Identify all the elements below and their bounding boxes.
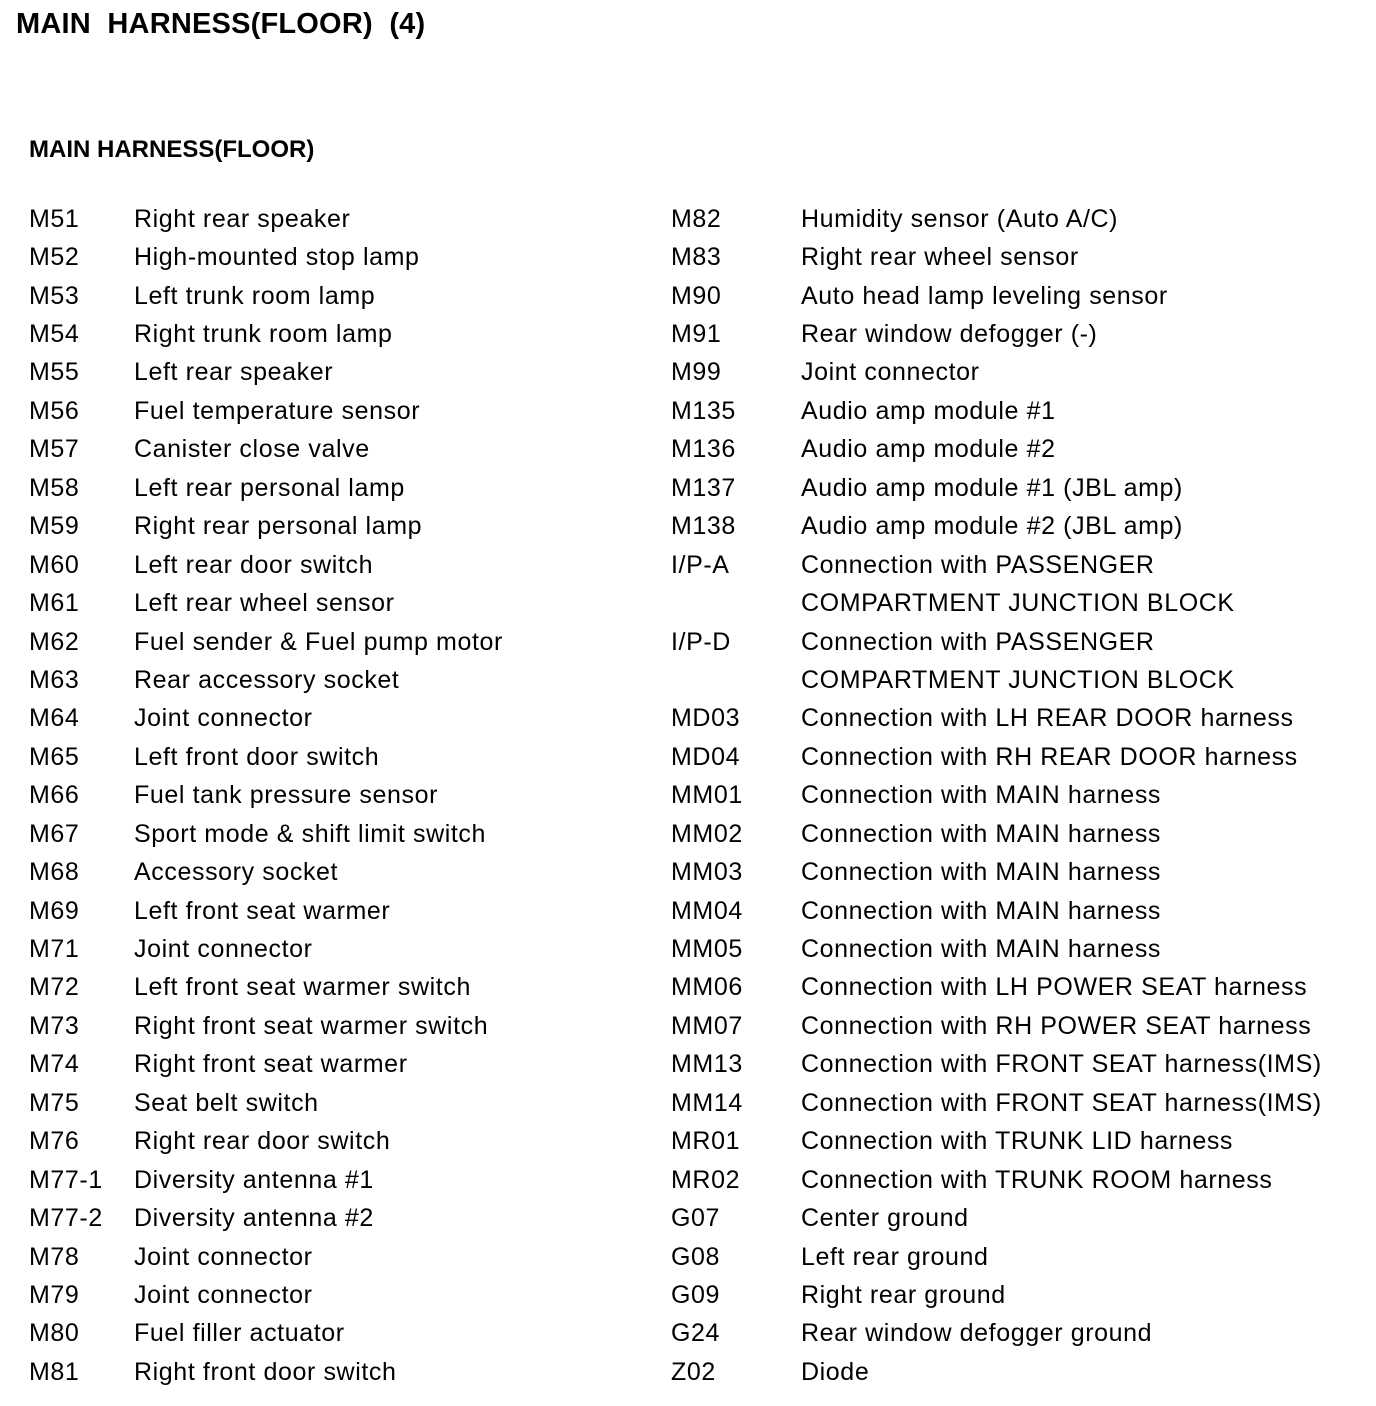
connector-code: M79 [29,1280,80,1309]
connector-row [671,315,1371,353]
connector-code: M80 [29,1319,80,1348]
connector-row [29,892,629,930]
connector-description: Left trunk room lamp [134,281,376,310]
connector-code: M81 [29,1357,80,1386]
connector-description: Connection with TRUNK LID harness [801,1127,1234,1156]
connector-row [671,469,1371,507]
connector-code: MM03 [671,858,743,887]
connector-row [29,469,629,507]
connector-code: M58 [29,473,80,502]
connector-row [671,1084,1371,1122]
connector-code: M135 [671,396,736,425]
connector-description: Joint connector [134,1242,313,1271]
connector-row [671,1046,1371,1084]
connector-description: Right rear wheel sensor [801,243,1079,272]
connector-code: M137 [671,473,736,502]
connector-code: M61 [29,589,80,618]
connector-row [29,1007,629,1045]
connector-row [29,661,629,699]
connector-row [671,815,1371,853]
connector-code: M56 [29,396,80,425]
connector-description: Connection with MAIN harness [801,781,1162,810]
connector-code: M55 [29,358,80,387]
connector-row [671,392,1371,430]
connector-row [671,853,1371,891]
connector-row [29,1084,629,1122]
connector-description: Rear accessory socket [134,665,400,694]
connector-code: M99 [671,358,722,387]
connector-description: Left front seat warmer [134,896,391,925]
connector-row [29,392,629,430]
connector-description: COMPARTMENT JUNCTION BLOCK [801,589,1235,618]
connector-code: M136 [671,435,736,464]
connector-description: Connection with MAIN harness [801,858,1162,887]
connector-description: Left front door switch [134,742,380,771]
connector-code: M74 [29,1050,80,1079]
connector-row [29,700,629,738]
connector-row [29,508,629,546]
connector-code: M57 [29,435,80,464]
connector-row [29,315,629,353]
connector-description: Connection with PASSENGER [801,550,1155,579]
connector-code: M82 [671,204,722,233]
connector-row [671,200,1371,238]
connector-row [29,1123,629,1161]
connector-description: Connection with PASSENGER [801,627,1155,656]
connector-description: Rear window defogger (-) [801,320,1098,349]
connector-row [29,1315,629,1353]
connector-code: M77-1 [29,1165,103,1194]
connector-description: Connection with LH POWER SEAT harness [801,973,1308,1002]
connector-row [29,200,629,238]
connector-row [29,623,629,661]
connector-code: MM14 [671,1088,743,1117]
connector-row [29,777,629,815]
connector-description: Right rear personal lamp [134,512,423,541]
connector-row [671,277,1371,315]
connector-row [29,738,629,776]
connector-description: Joint connector [801,358,980,387]
connector-description: Accessory socket [134,858,339,887]
connector-description: High-mounted stop lamp [134,243,420,272]
connector-description: Left rear ground [801,1242,989,1271]
connector-row [671,1007,1371,1045]
connector-code: M59 [29,512,80,541]
connector-description: Fuel sender & Fuel pump motor [134,627,503,656]
connector-row [29,1199,629,1237]
connector-description: Left rear personal lamp [134,473,405,502]
connector-code: M75 [29,1088,80,1117]
connector-code: M138 [671,512,736,541]
connector-row [29,354,629,392]
connector-code: MM07 [671,1011,743,1040]
connector-code: M54 [29,320,80,349]
connector-description: Fuel temperature sensor [134,396,421,425]
connector-row [29,930,629,968]
connector-description: Fuel filler actuator [134,1319,345,1348]
connector-description: Audio amp module #2 (JBL amp) [801,512,1183,541]
connector-code: M60 [29,550,80,579]
connector-row [671,700,1371,738]
connector-code: MM01 [671,781,743,810]
connector-row [29,853,629,891]
connector-row [29,1276,629,1314]
connector-code: MM04 [671,896,743,925]
connector-description: Left rear speaker [134,358,334,387]
connector-code: MD04 [671,742,741,771]
connector-description: Left front seat warmer switch [134,973,471,1002]
connector-code: M77-2 [29,1204,103,1233]
connector-row [671,584,1371,622]
connector-row [29,1046,629,1084]
connector-description: Canister close valve [134,435,370,464]
connector-row [29,1353,629,1391]
connector-row [29,238,629,276]
connector-row [671,354,1371,392]
connector-row [671,1199,1371,1237]
connector-description: Connection with MAIN harness [801,896,1162,925]
connector-row [671,969,1371,1007]
connector-description: Connection with FRONT SEAT harness(IMS) [801,1050,1322,1079]
connector-row [671,508,1371,546]
connector-description: Humidity sensor (Auto A/C) [801,204,1119,233]
page-title: MAIN HARNESS(FLOOR) (4) [16,8,426,40]
connector-code: M90 [671,281,722,310]
connector-description: Audio amp module #2 [801,435,1056,464]
connector-row [671,546,1371,584]
connector-code: M53 [29,281,80,310]
connector-code: MM13 [671,1050,743,1079]
connector-description: Connection with LH REAR DOOR harness [801,704,1294,733]
connector-description: Joint connector [134,935,313,964]
connector-description: Connection with MAIN harness [801,819,1162,848]
connector-code: I/P-D [671,627,731,656]
connector-description: Left rear wheel sensor [134,589,395,618]
connector-code: M76 [29,1127,80,1156]
connector-code: M71 [29,935,80,964]
connector-description: Left rear door switch [134,550,374,579]
connector-code: M65 [29,742,80,771]
connector-row [671,623,1371,661]
connector-row [671,738,1371,776]
connector-row [29,1238,629,1276]
connector-description: Joint connector [134,704,313,733]
connector-list-left [29,200,629,1392]
connector-code: Z02 [671,1357,716,1386]
connector-code: G09 [671,1280,721,1309]
connector-row [671,1161,1371,1199]
connector-row [671,1353,1371,1391]
connector-description: Connection with RH POWER SEAT harness [801,1011,1312,1040]
connector-code: MM02 [671,819,743,848]
connector-description: Right rear ground [801,1280,1006,1309]
connector-code: MR02 [671,1165,741,1194]
connector-description: Connection with TRUNK ROOM harness [801,1165,1273,1194]
connector-description: Right front door switch [134,1357,397,1386]
connector-code: G08 [671,1242,721,1271]
connector-description: Rear window defogger ground [801,1319,1153,1348]
connector-row [671,661,1371,699]
connector-code: M52 [29,243,80,272]
connector-row [671,892,1371,930]
connector-description: Audio amp module #1 [801,396,1056,425]
connector-row [671,431,1371,469]
connector-description: Diversity antenna #2 [134,1204,374,1233]
connector-description: Connection with FRONT SEAT harness(IMS) [801,1088,1322,1117]
connector-row [671,930,1371,968]
connector-code: M91 [671,320,722,349]
connector-code: MM06 [671,973,743,1002]
connector-description: Right rear speaker [134,204,351,233]
connector-code: M78 [29,1242,80,1271]
connector-code: M83 [671,243,722,272]
connector-code: M73 [29,1011,80,1040]
connector-code: M51 [29,204,80,233]
connector-description: Joint connector [134,1280,313,1309]
connector-code: M66 [29,781,80,810]
connector-row [29,969,629,1007]
connector-description: Right rear door switch [134,1127,391,1156]
connector-code: M67 [29,819,80,848]
connector-description: Auto head lamp leveling sensor [801,281,1168,310]
connector-description: Connection with RH REAR DOOR harness [801,742,1298,771]
connector-description: Seat belt switch [134,1088,319,1117]
connector-code: M64 [29,704,80,733]
connector-row [671,1238,1371,1276]
connector-description: Connection with MAIN harness [801,935,1162,964]
connector-code: M68 [29,858,80,887]
connector-row [671,1315,1371,1353]
connector-description: Audio amp module #1 (JBL amp) [801,473,1183,502]
connector-description: Diode [801,1357,870,1386]
connector-description: Right front seat warmer [134,1050,408,1079]
connector-code: MD03 [671,704,741,733]
connector-row [671,1123,1371,1161]
connector-code: MR01 [671,1127,741,1156]
connector-description: Diversity antenna #1 [134,1165,374,1194]
connector-row [29,1161,629,1199]
connector-code: M62 [29,627,80,656]
connector-row [29,431,629,469]
connector-row [29,584,629,622]
connector-description: Sport mode & shift limit switch [134,819,487,848]
connector-row [671,238,1371,276]
connector-list-right [671,200,1371,1392]
connector-code: I/P-A [671,550,730,579]
connector-code: G24 [671,1319,721,1348]
connector-code: M69 [29,896,80,925]
connector-code: M63 [29,665,80,694]
connector-row [29,546,629,584]
connector-description: Fuel tank pressure sensor [134,781,439,810]
connector-description: COMPARTMENT JUNCTION BLOCK [801,665,1235,694]
connector-code: MM05 [671,935,743,964]
connector-row [29,277,629,315]
connector-code: M72 [29,973,80,1002]
connector-code: G07 [671,1204,721,1233]
connector-row [671,1276,1371,1314]
connector-row [671,777,1371,815]
connector-description: Center ground [801,1204,969,1233]
connector-description: Right front seat warmer switch [134,1011,489,1040]
section-title: MAIN HARNESS(FLOOR) [29,136,315,163]
connector-description: Right trunk room lamp [134,320,393,349]
connector-row [29,815,629,853]
